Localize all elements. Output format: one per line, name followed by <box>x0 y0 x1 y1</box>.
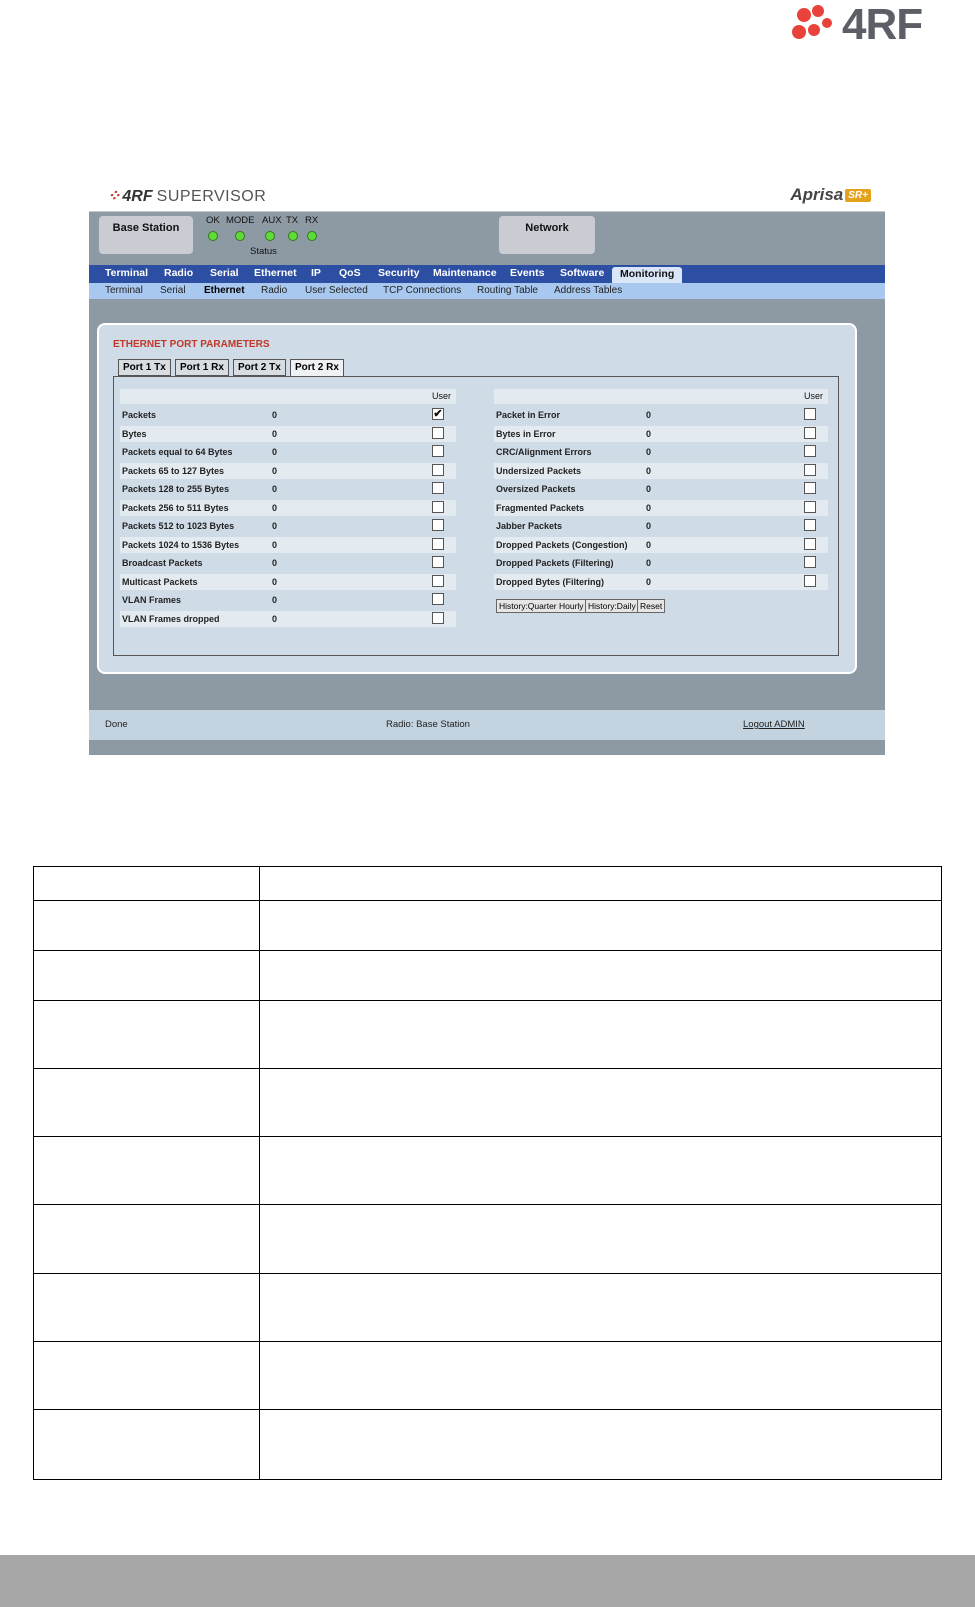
stat-value: 0 <box>646 502 652 513</box>
page-footer-bar <box>0 1555 975 1607</box>
status-area <box>89 212 885 265</box>
sub-nav-serial[interactable]: Serial <box>160 285 186 296</box>
table-cell <box>34 1205 260 1274</box>
led-label-aux: AUX <box>262 215 282 226</box>
status-caption: Status <box>250 246 277 257</box>
led-label-ok: OK <box>206 215 220 226</box>
sub-nav-radio[interactable]: Radio <box>261 285 288 296</box>
stat-value: 0 <box>646 558 652 568</box>
stats-row <box>120 574 456 590</box>
stat-value: 0 <box>646 410 652 420</box>
stat-value: 0 <box>272 576 278 587</box>
stats-row <box>120 426 456 442</box>
sub-nav <box>89 283 885 299</box>
user-checkbox[interactable] <box>432 538 444 550</box>
main-nav-security[interactable]: Security <box>378 267 420 279</box>
stat-name: Packets 65 to 127 Bytes <box>122 465 225 476</box>
tab-body <box>113 376 839 656</box>
main-nav-events[interactable]: Events <box>510 267 545 279</box>
aux-led-icon <box>265 231 275 241</box>
stat-value: 0 <box>646 484 652 494</box>
logo-text: 4RF <box>842 0 923 49</box>
stat-name: Jabber Packets <box>496 521 563 531</box>
stats-row <box>120 407 456 423</box>
stats-row <box>120 500 456 516</box>
brand-name: SUPERVISOR <box>156 188 267 205</box>
product-logo <box>790 185 871 205</box>
user-checkbox[interactable] <box>804 427 816 439</box>
stats-row <box>494 444 828 460</box>
stat-value: 0 <box>272 428 278 439</box>
user-checkbox[interactable] <box>804 408 816 420</box>
sub-nav-ethernet[interactable]: Ethernet <box>204 285 245 296</box>
stat-name: Packet in Error <box>496 410 561 420</box>
stat-name: Dropped Packets (Congestion) <box>496 539 628 550</box>
user-checkbox[interactable] <box>432 482 444 494</box>
stat-value: 0 <box>272 558 278 568</box>
user-column-header: User <box>432 391 452 401</box>
tx-led-icon <box>288 231 298 241</box>
user-column-header: User <box>804 391 824 401</box>
stat-name: Packets 256 to 511 Bytes <box>122 502 229 513</box>
user-checkbox[interactable] <box>432 556 444 568</box>
table-cell <box>260 1205 942 1274</box>
stats-row <box>494 463 828 479</box>
panel-title: ETHERNET PORT PARAMETERS <box>113 339 270 350</box>
led-label-tx: TX <box>286 215 299 226</box>
table-cell <box>260 1274 942 1342</box>
table-cell <box>260 867 942 901</box>
network-box[interactable]: Network <box>499 216 595 254</box>
status-footer <box>89 710 885 740</box>
table-cell <box>34 1001 260 1069</box>
stat-value: 0 <box>272 502 278 513</box>
stat-name: Multicast Packets <box>122 576 198 587</box>
stat-name: Packets equal to 64 Bytes <box>122 447 233 457</box>
stats-row <box>494 500 828 516</box>
stat-name: VLAN Frames <box>122 595 182 605</box>
user-checkbox[interactable] <box>804 464 816 476</box>
user-checkbox[interactable] <box>432 593 444 605</box>
sub-nav-terminal[interactable]: Terminal <box>105 285 143 296</box>
supervisor-screenshot <box>89 179 885 755</box>
stat-name: Packets 128 to 255 Bytes <box>122 484 230 494</box>
tab-port-1-rx[interactable]: Port 1 Rx <box>175 359 229 376</box>
user-checkbox[interactable] <box>804 556 816 568</box>
stats-row <box>494 518 828 534</box>
ethernet-port-panel <box>97 323 857 674</box>
table-cell <box>34 1069 260 1137</box>
ok-led-icon <box>208 231 218 241</box>
table-cell <box>260 1410 942 1480</box>
table-cell <box>34 1274 260 1342</box>
left-table-header <box>120 389 456 404</box>
table-cell <box>34 1410 260 1480</box>
tab-port-2-rx[interactable]: Port 2 Rx <box>290 359 344 376</box>
user-checkbox-checked[interactable]: ✔ <box>433 408 443 420</box>
main-nav-ethernet[interactable]: Ethernet <box>254 267 297 279</box>
table-cell <box>260 951 942 1001</box>
rx-led-icon <box>307 231 317 241</box>
stat-value: 0 <box>646 521 652 531</box>
main-nav-software[interactable]: Software <box>560 267 605 279</box>
main-nav-serial[interactable]: Serial <box>210 267 239 279</box>
sub-nav-user-selected[interactable]: User Selected <box>305 285 368 296</box>
product-name: Aprisa <box>790 185 844 204</box>
stats-row <box>120 518 456 534</box>
sub-nav-tcp-connections[interactable]: TCP Connections <box>383 285 462 296</box>
user-checkbox[interactable] <box>804 445 816 457</box>
footer-radio: Radio: Base Station <box>386 719 470 730</box>
stat-name: VLAN Frames dropped <box>122 613 220 624</box>
user-checkbox[interactable] <box>804 538 816 550</box>
reset-button[interactable]: Reset <box>637 599 665 613</box>
history-daily-button[interactable]: History:Daily <box>585 599 639 613</box>
table-cell <box>34 867 260 901</box>
main-nav-radio[interactable]: Radio <box>164 267 194 279</box>
user-checkbox[interactable] <box>804 575 816 587</box>
user-checkbox[interactable] <box>804 519 816 531</box>
stat-value: 0 <box>272 521 278 531</box>
base-station-box[interactable]: Base Station <box>99 216 193 254</box>
main-nav-terminal[interactable]: Terminal <box>105 267 148 279</box>
stats-row <box>494 481 828 497</box>
sub-nav-address-tables[interactable]: Address Tables <box>554 285 623 296</box>
table-cell <box>260 901 942 951</box>
stat-name: Broadcast Packets <box>122 558 203 568</box>
status-leds <box>206 215 326 261</box>
table-cell <box>260 1001 942 1069</box>
tab-port-2-tx[interactable]: Port 2 Tx <box>233 359 286 376</box>
logout-link[interactable]: Logout ADMIN <box>743 719 805 730</box>
stats-row <box>120 611 456 627</box>
stat-value: 0 <box>646 576 652 587</box>
4rf-logo-icon <box>790 2 845 47</box>
stats-row <box>494 555 828 571</box>
stats-row <box>120 592 456 608</box>
led-label-rx: RX <box>305 215 319 226</box>
stat-value: 0 <box>272 484 278 494</box>
footer-status: Done <box>105 719 128 730</box>
stats-row <box>120 444 456 460</box>
user-checkbox[interactable] <box>432 519 444 531</box>
stat-name: Fragmented Packets <box>496 502 585 513</box>
stat-name: Packets 1024 to 1536 Bytes <box>122 539 240 550</box>
history-quarter-hourly-button[interactable]: History:Quarter Hourly <box>496 599 587 613</box>
brand-mark-text: 4RF <box>122 188 153 205</box>
stat-name: Dropped Packets (Filtering) <box>496 558 614 568</box>
sub-nav-routing-table[interactable]: Routing Table <box>477 285 538 296</box>
4rf-page-logo <box>790 2 965 47</box>
stat-value: 0 <box>272 613 278 624</box>
stat-name: Bytes <box>122 428 147 439</box>
stats-row <box>494 574 828 590</box>
user-checkbox[interactable] <box>432 575 444 587</box>
stat-value: 0 <box>272 465 278 476</box>
main-nav-monitoring[interactable]: Monitoring <box>612 267 682 283</box>
tab-port-1-tx[interactable]: Port 1 Tx <box>118 359 171 376</box>
table-cell <box>260 1342 942 1410</box>
table-cell <box>260 1137 942 1205</box>
main-nav-qos[interactable]: QoS <box>339 267 361 279</box>
stat-name: Oversized Packets <box>496 484 576 494</box>
mode-led-icon <box>235 231 245 241</box>
stat-value: 0 <box>272 410 278 420</box>
right-table-header <box>494 389 828 404</box>
table-cell <box>34 901 260 951</box>
stat-value: 0 <box>272 447 278 457</box>
stats-row <box>120 555 456 571</box>
user-checkbox[interactable] <box>804 501 816 513</box>
table-cell <box>260 1069 942 1137</box>
table-cell <box>34 951 260 1001</box>
stats-row <box>494 407 828 423</box>
product-badge: SR+ <box>845 189 871 202</box>
user-checkbox[interactable] <box>432 445 444 457</box>
main-nav-maintenance[interactable]: Maintenance <box>433 267 497 279</box>
led-label-mode: MODE <box>226 215 255 226</box>
stats-row <box>494 426 828 442</box>
stat-value: 0 <box>646 428 652 439</box>
user-checkbox[interactable] <box>432 612 444 624</box>
user-checkbox[interactable] <box>432 427 444 439</box>
stat-value: 0 <box>646 447 652 457</box>
user-checkbox[interactable] <box>432 501 444 513</box>
brand-mark-icon: ⁘ <box>107 188 121 205</box>
stat-name: CRC/Alignment Errors <box>496 447 592 457</box>
main-nav-ip[interactable]: IP <box>311 267 321 279</box>
table-cell <box>34 1342 260 1410</box>
stat-value: 0 <box>646 539 652 550</box>
main-nav <box>89 265 885 283</box>
user-checkbox[interactable] <box>804 482 816 494</box>
user-checkbox[interactable] <box>432 464 444 476</box>
table-cell <box>34 1137 260 1205</box>
stat-value: 0 <box>272 539 278 550</box>
description-table <box>33 866 942 1480</box>
app-header <box>89 179 885 212</box>
stat-name: Undersized Packets <box>496 465 582 476</box>
stat-name: Bytes in Error <box>496 428 556 439</box>
stat-name: Packets 512 to 1023 Bytes <box>122 521 235 531</box>
stats-row <box>120 463 456 479</box>
stats-row <box>494 537 828 553</box>
stats-row <box>120 537 456 553</box>
stat-name: Dropped Bytes (Filtering) <box>496 576 605 587</box>
stat-value: 0 <box>646 465 652 476</box>
stat-value: 0 <box>272 595 278 605</box>
stat-name: Packets <box>122 410 157 420</box>
stats-row <box>120 481 456 497</box>
supervisor-brand <box>107 186 266 206</box>
